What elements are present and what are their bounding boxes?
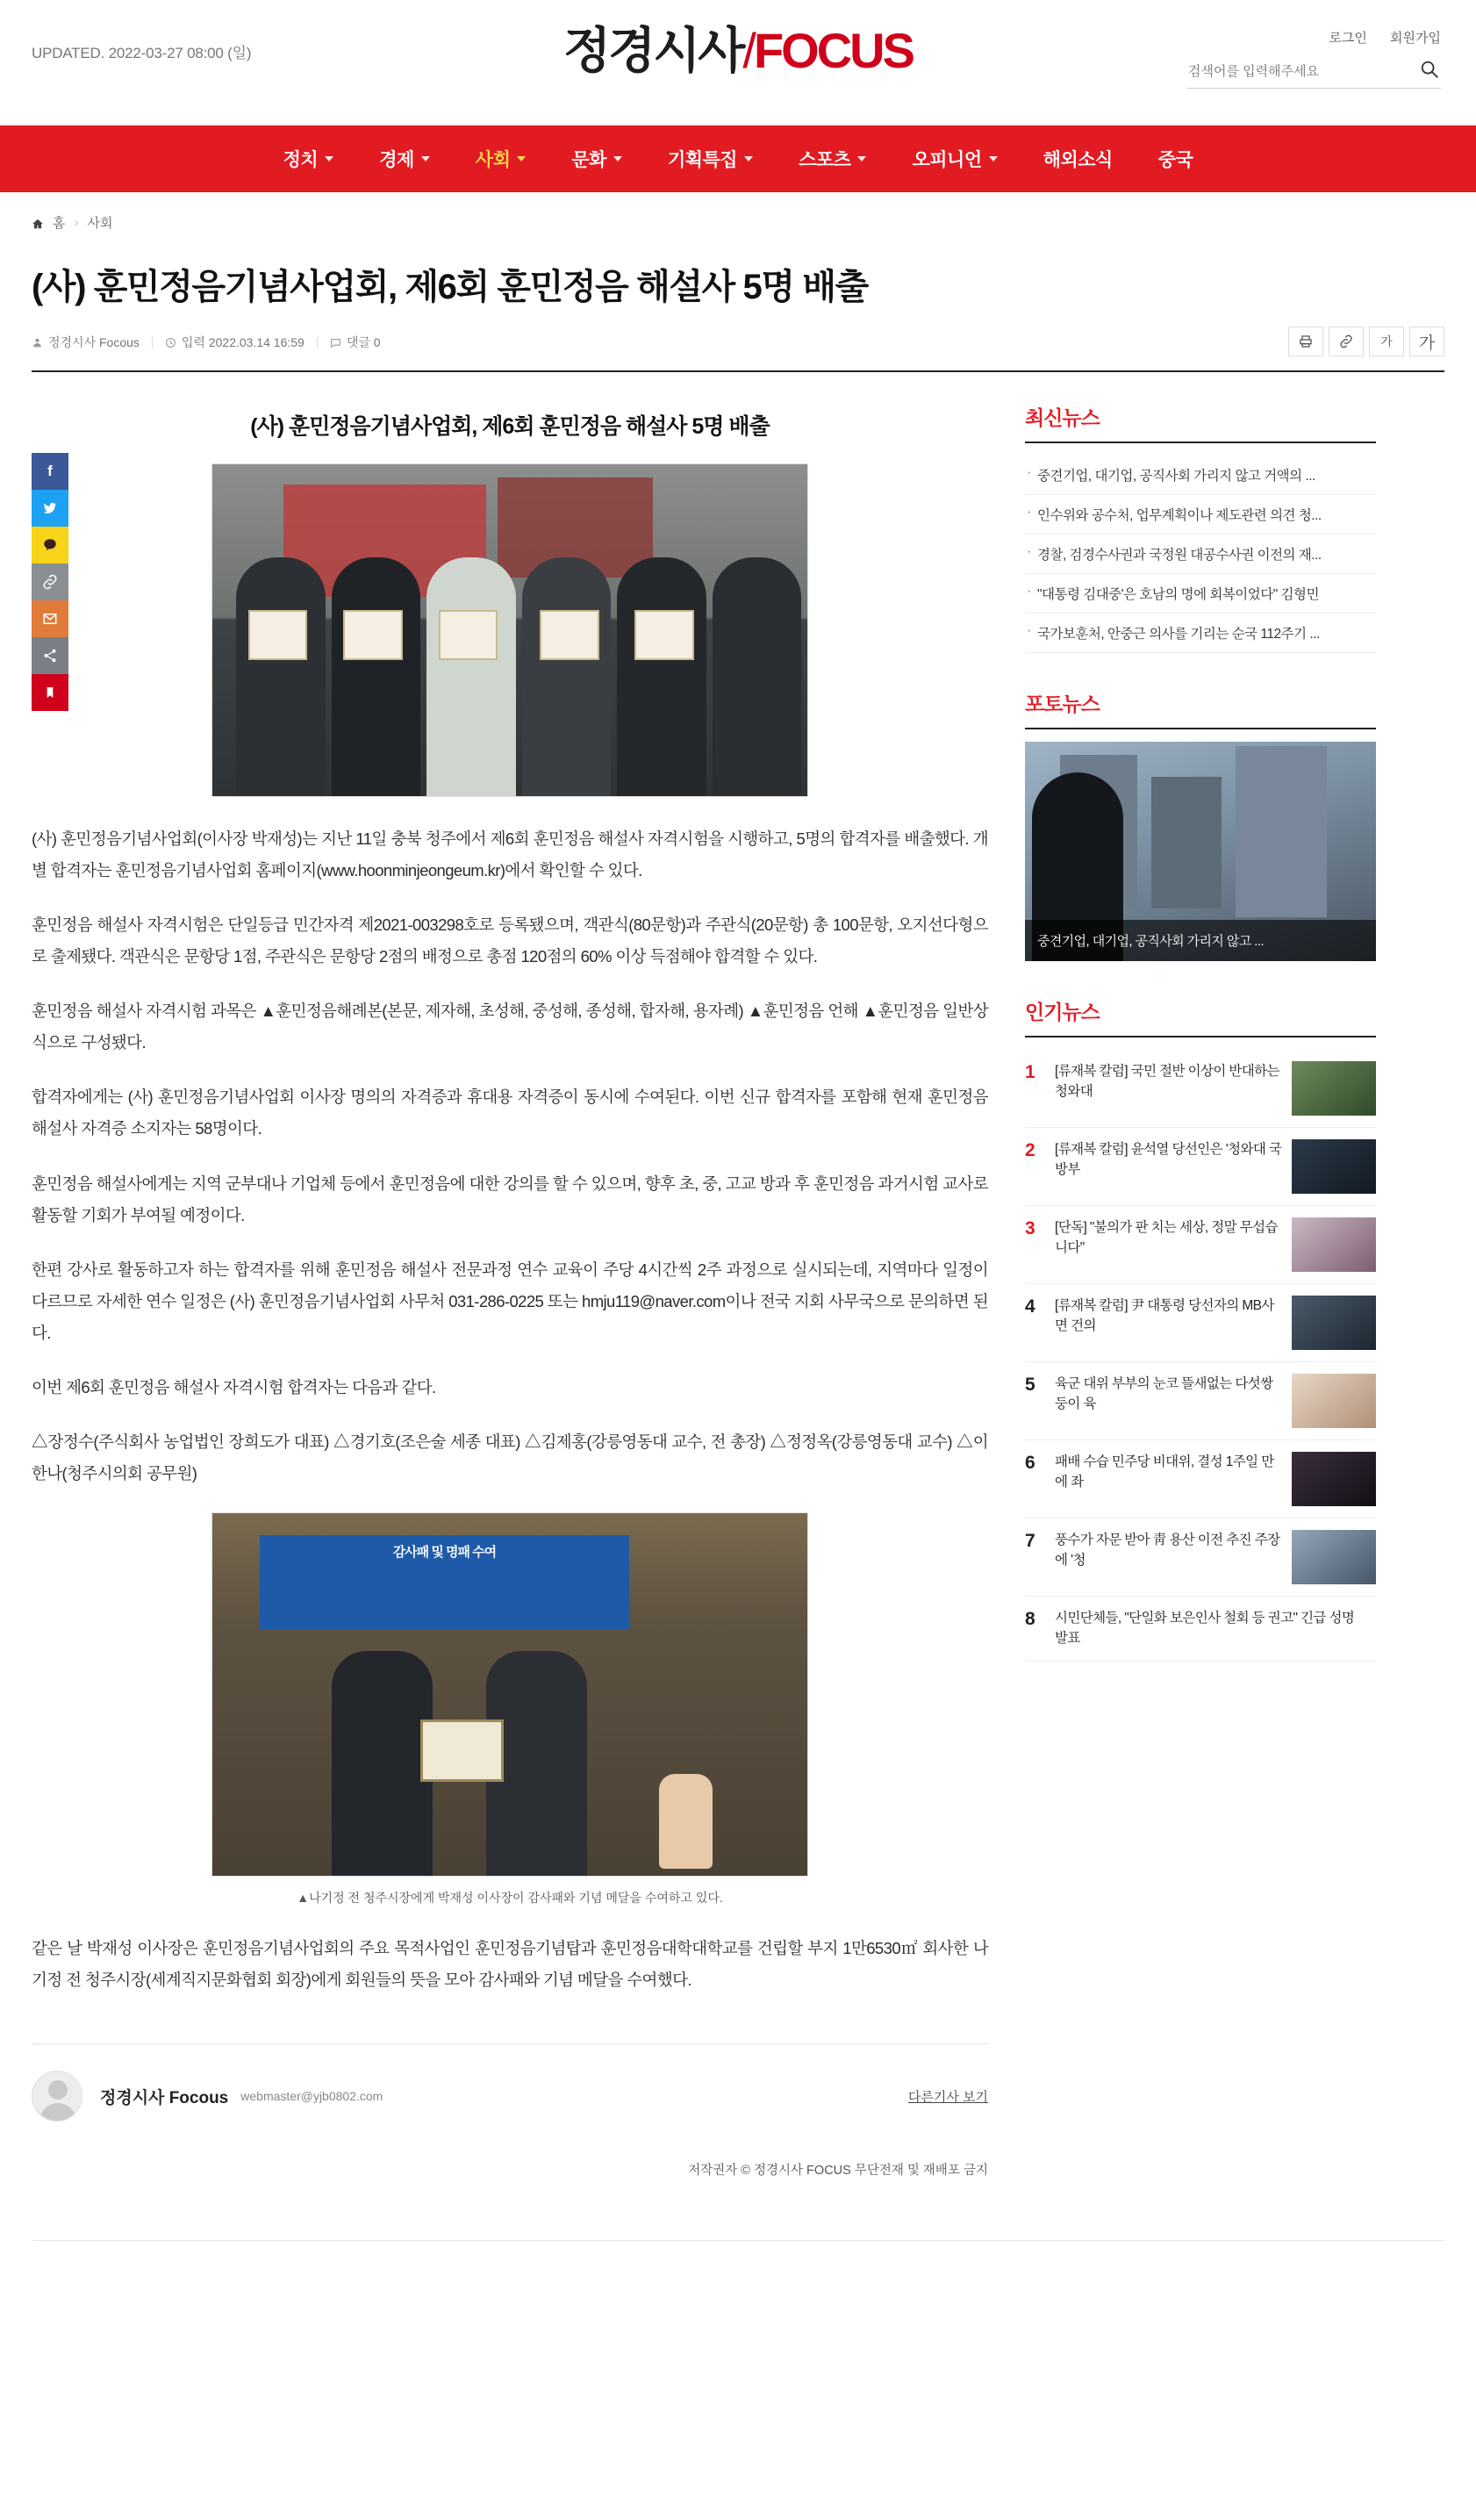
nav-label: 사회: [475, 150, 511, 170]
list-item[interactable]: · 국가보훈처, 안중근 의사를 기리는 순국 112주기 ...: [1025, 614, 1376, 653]
latest-news-list: [1025, 456, 1376, 653]
nav-item-opinion[interactable]: [912, 146, 997, 172]
nav-item-politics[interactable]: [283, 146, 334, 172]
print-icon[interactable]: [1288, 327, 1323, 356]
breadcrumb-home[interactable]: 홈: [53, 216, 66, 231]
author-email[interactable]: webmaster@yjb0802.com: [240, 2089, 383, 2104]
meta-divider: [317, 337, 318, 348]
article-paragraph: 한편 강사로 활동하고자 하는 합격자를 위해 훈민정음 해설사 전문과정 연수 교육이 주당 4시간씩 2주 과정으로 실시되는데, 지역마다 일정이 다르므로 자세한 연수 일정은 (사) 훈민정음기념사업회 사무처 031-286-0225 또는 hmju119@naver.com이나 전국 지회 사무국으로 문의하면 된다.: [32, 1260, 988, 1342]
article-paragraph: 합격자에게는 (사) 훈민정음기념사업회 이사장 명의의 자격증과 휴대용 자격증이 동시에 수여된다. 이번 신규 합격자를 포함해 현재 훈민정음 해설사 자격증 소지자는 58명이다.: [32, 1088, 988, 1138]
table-row[interactable]: [1025, 1440, 1376, 1518]
byline: [32, 334, 140, 351]
person-icon: [32, 337, 43, 348]
main-layout: [0, 372, 1476, 2205]
breadcrumb-separator: ›: [74, 215, 79, 230]
updated-timestamp: UPDATED. 2022-03-27 08:00 (일): [32, 45, 252, 61]
rank-title[interactable]: 육군 대위 부부의 눈코 뜰새없는 다섯쌍둥이 육: [1055, 1376, 1273, 1412]
rank-thumbnail[interactable]: [1292, 1217, 1376, 1272]
link-icon[interactable]: [1329, 327, 1364, 356]
rank-title[interactable]: [류재복 칼럼] 윤석열 당선인은 '청와대 국방부: [1055, 1142, 1282, 1178]
comment-icon: [330, 337, 341, 348]
site-logo[interactable]: [563, 23, 913, 78]
table-row[interactable]: [1025, 1518, 1376, 1597]
rank-number: 2: [1025, 1140, 1035, 1160]
article-paragraph: 훈민정음 해설사 자격시험은 단일등급 민간자격 제2021-003298호로 등록됐으며, 객관식(80문항)과 주관식(20문항) 총 100문항, 오지선다형으로 출제됐다. 객관식은 문항당 1점, 주관식은 문항당 2점의 배정으로 총점 120점의 60% 이상 득점해야 합격할 수 있다.: [32, 915, 988, 966]
search-icon[interactable]: [1420, 60, 1439, 79]
rank-thumbnail[interactable]: [1292, 1530, 1376, 1584]
comment-count[interactable]: [330, 334, 381, 351]
login-link[interactable]: 로그인: [1329, 31, 1367, 46]
article-figure-1: [32, 463, 988, 797]
chevron-down-icon: [517, 156, 526, 162]
article-tools: [1288, 327, 1444, 356]
byline-text: 정경시사 Focous: [48, 335, 140, 349]
clock-icon: [165, 337, 176, 348]
search-box[interactable]: [1186, 63, 1441, 89]
nav-item-china[interactable]: [1158, 146, 1193, 172]
sidebar: [1025, 372, 1376, 2205]
nav-label: 정치: [283, 150, 319, 170]
popular-news-list: [1025, 1050, 1376, 1662]
rank-title[interactable]: [단독] "불의가 판 치는 세상, 정말 무섭습니다": [1055, 1220, 1278, 1256]
photo-news-image[interactable]: [1025, 742, 1376, 961]
nav-label: 문화: [571, 150, 606, 170]
chevron-down-icon: [421, 156, 430, 162]
list-item[interactable]: · "대통령 김대중'은 호남의 명에 회복이었다" 김형민: [1025, 574, 1376, 614]
meta-divider: [152, 337, 153, 348]
article-final-paragraph: 같은 날 박재성 이사장은 훈민정음기념사업회의 주요 목적사업인 훈민정음기념탑과 훈민정음대학대학교를 건립할 부지 1만6530㎡ 회사한 나기정 전 청주시장(세계직지문화협회 회장)에게 회원들의 뜻을 모아 감사패와 기념 메달을 수여했다.: [32, 1939, 988, 1990]
nav-label: 해외소식: [1043, 150, 1113, 170]
article-content: [32, 372, 988, 2205]
article-paragraph: 훈민정음 해설사에게는 지역 군부대나 기업체 등에서 훈민정음에 대한 강의를 할 수 있으며, 향후 초, 중, 고교 방과 후 훈민정음 과거시험 교사로 활동할 기회가 부여될 예정이다.: [32, 1174, 988, 1224]
nav-label: 중국: [1157, 150, 1193, 170]
auth-links: [1309, 28, 1441, 47]
article-paragraph: △장정수(주식회사 농업법인 장희도가 대표) △경기호(조은술 세종 대표) △김제홍(강릉영동대 교수, 전 총장) △정정옥(강릉영동대 교수) △이한나(청주시의회 공무원): [32, 1432, 988, 1483]
article-inner-headline: (사) 훈민정음기념사업회, 제6회 훈민정음 해설사 5명 배출: [250, 414, 770, 439]
table-row[interactable]: [1025, 1597, 1376, 1662]
publish-date-text: 입력 2022.03.14 16:59: [181, 335, 305, 349]
table-row[interactable]: [1025, 1206, 1376, 1284]
rank-thumbnail[interactable]: [1292, 1296, 1376, 1350]
rank-thumbnail[interactable]: [1292, 1139, 1376, 1194]
rank-title[interactable]: 풍수가 자문 받아 靑 용산 이전 추진 주장에 '청: [1055, 1533, 1280, 1569]
avatar: [32, 2071, 82, 2122]
publish-date: [165, 334, 305, 351]
nav-label: 오피니언: [912, 150, 982, 170]
photo-news-card[interactable]: [1025, 742, 1376, 961]
rank-number: 8: [1025, 1609, 1035, 1629]
popular-news-title: 인기뉴스: [1025, 996, 1376, 1037]
comment-count-text: 댓글 0: [346, 335, 381, 349]
table-row[interactable]: [1025, 1362, 1376, 1440]
home-icon[interactable]: [32, 218, 44, 229]
rank-title[interactable]: 시민단체들, "단일화 보은인사 철회 등 권고" 긴급 성명 발표: [1055, 1611, 1355, 1647]
article-paragraph: 훈민정음 해설사 자격시험 과목은 ▲훈민정음해례본(본문, 제자해, 초성해, 중성해, 종성해, 합자해, 용자례) ▲훈민정음 언해 ▲훈민정음 일반상식으로 구성됐다.: [32, 1002, 988, 1052]
chevron-down-icon: [744, 156, 753, 162]
site-header: [0, 0, 1476, 126]
rank-number: 1: [1025, 1062, 1035, 1082]
chevron-down-icon: [325, 156, 333, 162]
copyright-notice: 저작권자 © 정경시사 FOCUS 무단전재 및 재배포 금지: [688, 2164, 988, 2179]
rank-number: 5: [1025, 1375, 1035, 1395]
photo-news-caption: 중견기업, 대기업, 공직사회 가리지 않고 ...: [1025, 920, 1376, 961]
more-articles-link[interactable]: 다른기사 보기: [907, 2089, 988, 2105]
font-increase-button[interactable]: 가: [1409, 327, 1444, 356]
rank-title[interactable]: [류재복 칼럼] 국민 절반 이상이 반대하는 청와대: [1055, 1064, 1279, 1100]
breadcrumb: [0, 192, 1476, 241]
logo-text-black: 정경시사: [563, 23, 743, 78]
nav-label: 스포츠: [799, 150, 851, 170]
article-header: [0, 241, 1476, 363]
nav-item-special[interactable]: [668, 146, 753, 172]
rank-number: 6: [1025, 1453, 1035, 1473]
rank-thumbnail[interactable]: [1292, 1061, 1376, 1116]
logo-slash: /: [742, 23, 754, 78]
rank-thumbnail[interactable]: [1292, 1452, 1376, 1506]
nav-item-overseas[interactable]: [1043, 146, 1113, 172]
table-row[interactable]: [1025, 1050, 1376, 1128]
nav-item-culture[interactable]: [571, 146, 622, 172]
table-row[interactable]: [1025, 1284, 1376, 1362]
figure-caption: ▲나기정 전 청주시장에게 박재성 이사장이 감사패와 기념 메달을 수여하고 있다.: [297, 1891, 723, 1905]
nav-label: 기획특집: [667, 150, 738, 170]
font-decrease-button[interactable]: 가: [1369, 327, 1404, 356]
article-paragraph: 이번 제6회 훈민정음 해설사 자격시험 합격자는 다음과 같다.: [32, 1377, 436, 1396]
chevron-down-icon: [857, 156, 866, 162]
article-paragraph: (사) 훈민정음기념사업회(이사장 박재성)는 지난 11일 충북 청주에서 제6회 훈민정음 해설사 자격시험을 시행하고, 5명의 합격자를 배출했다. 개별 합격자는 훈민정음기념사업회 홈페이지(www.hoonminjeongeum.kr)에서 확인할 수 있다.: [32, 829, 988, 880]
rank-number: 7: [1025, 1531, 1035, 1551]
rank-title[interactable]: 패배 수습 민주당 비대위, 결성 1주일 만에 좌: [1055, 1454, 1274, 1490]
nav-item-sports[interactable]: [799, 146, 866, 172]
signup-link[interactable]: 회원가입: [1390, 31, 1441, 46]
nav-label: 경제: [379, 150, 414, 170]
article-photo-1: [211, 463, 808, 797]
author-box: [32, 2043, 988, 2122]
search-input[interactable]: [1186, 63, 1397, 80]
list-item[interactable]: · 중견기업, 대기업, 공직사회 가리지 않고 거액의 ...: [1025, 456, 1376, 495]
list-item[interactable]: · 경찰, 검경수사권과 국정원 대공수사권 이전의 재...: [1025, 535, 1376, 574]
main-navigation[interactable]: [0, 126, 1476, 192]
article-photo-2: 감사패 및 명패 수여: [211, 1512, 808, 1877]
chevron-down-icon: [989, 156, 998, 162]
page-title: (사) 훈민정음기념사업회, 제6회 훈민정음 해설사 5명 배출: [32, 268, 868, 306]
logo-text-red: FOCUS: [753, 23, 913, 78]
chevron-down-icon: [613, 156, 622, 162]
photo-news-title: 포토뉴스: [1025, 688, 1376, 729]
rank-number: 4: [1025, 1296, 1035, 1317]
rank-thumbnail[interactable]: [1292, 1374, 1376, 1428]
article-meta: [32, 334, 1444, 363]
nav-item-society[interactable]: [476, 146, 527, 172]
list-item[interactable]: · 인수위와 공수처, 업무계획이나 제도관련 의견 청...: [1025, 495, 1376, 535]
nav-item-economy[interactable]: [379, 146, 430, 172]
facebook-share-icon[interactable]: f: [32, 453, 68, 490]
rank-number: 3: [1025, 1218, 1035, 1238]
latest-news-title: 최신뉴스: [1025, 402, 1376, 443]
breadcrumb-current[interactable]: 사회: [87, 216, 113, 231]
article-figure-2: [32, 1512, 988, 1906]
author-name[interactable]: 정경시사 Focous: [100, 2088, 229, 2107]
table-row[interactable]: [1025, 1128, 1376, 1206]
rank-title[interactable]: [류재복 칼럼] 尹 대통령 당선자의 MB사면 건의: [1055, 1298, 1274, 1334]
